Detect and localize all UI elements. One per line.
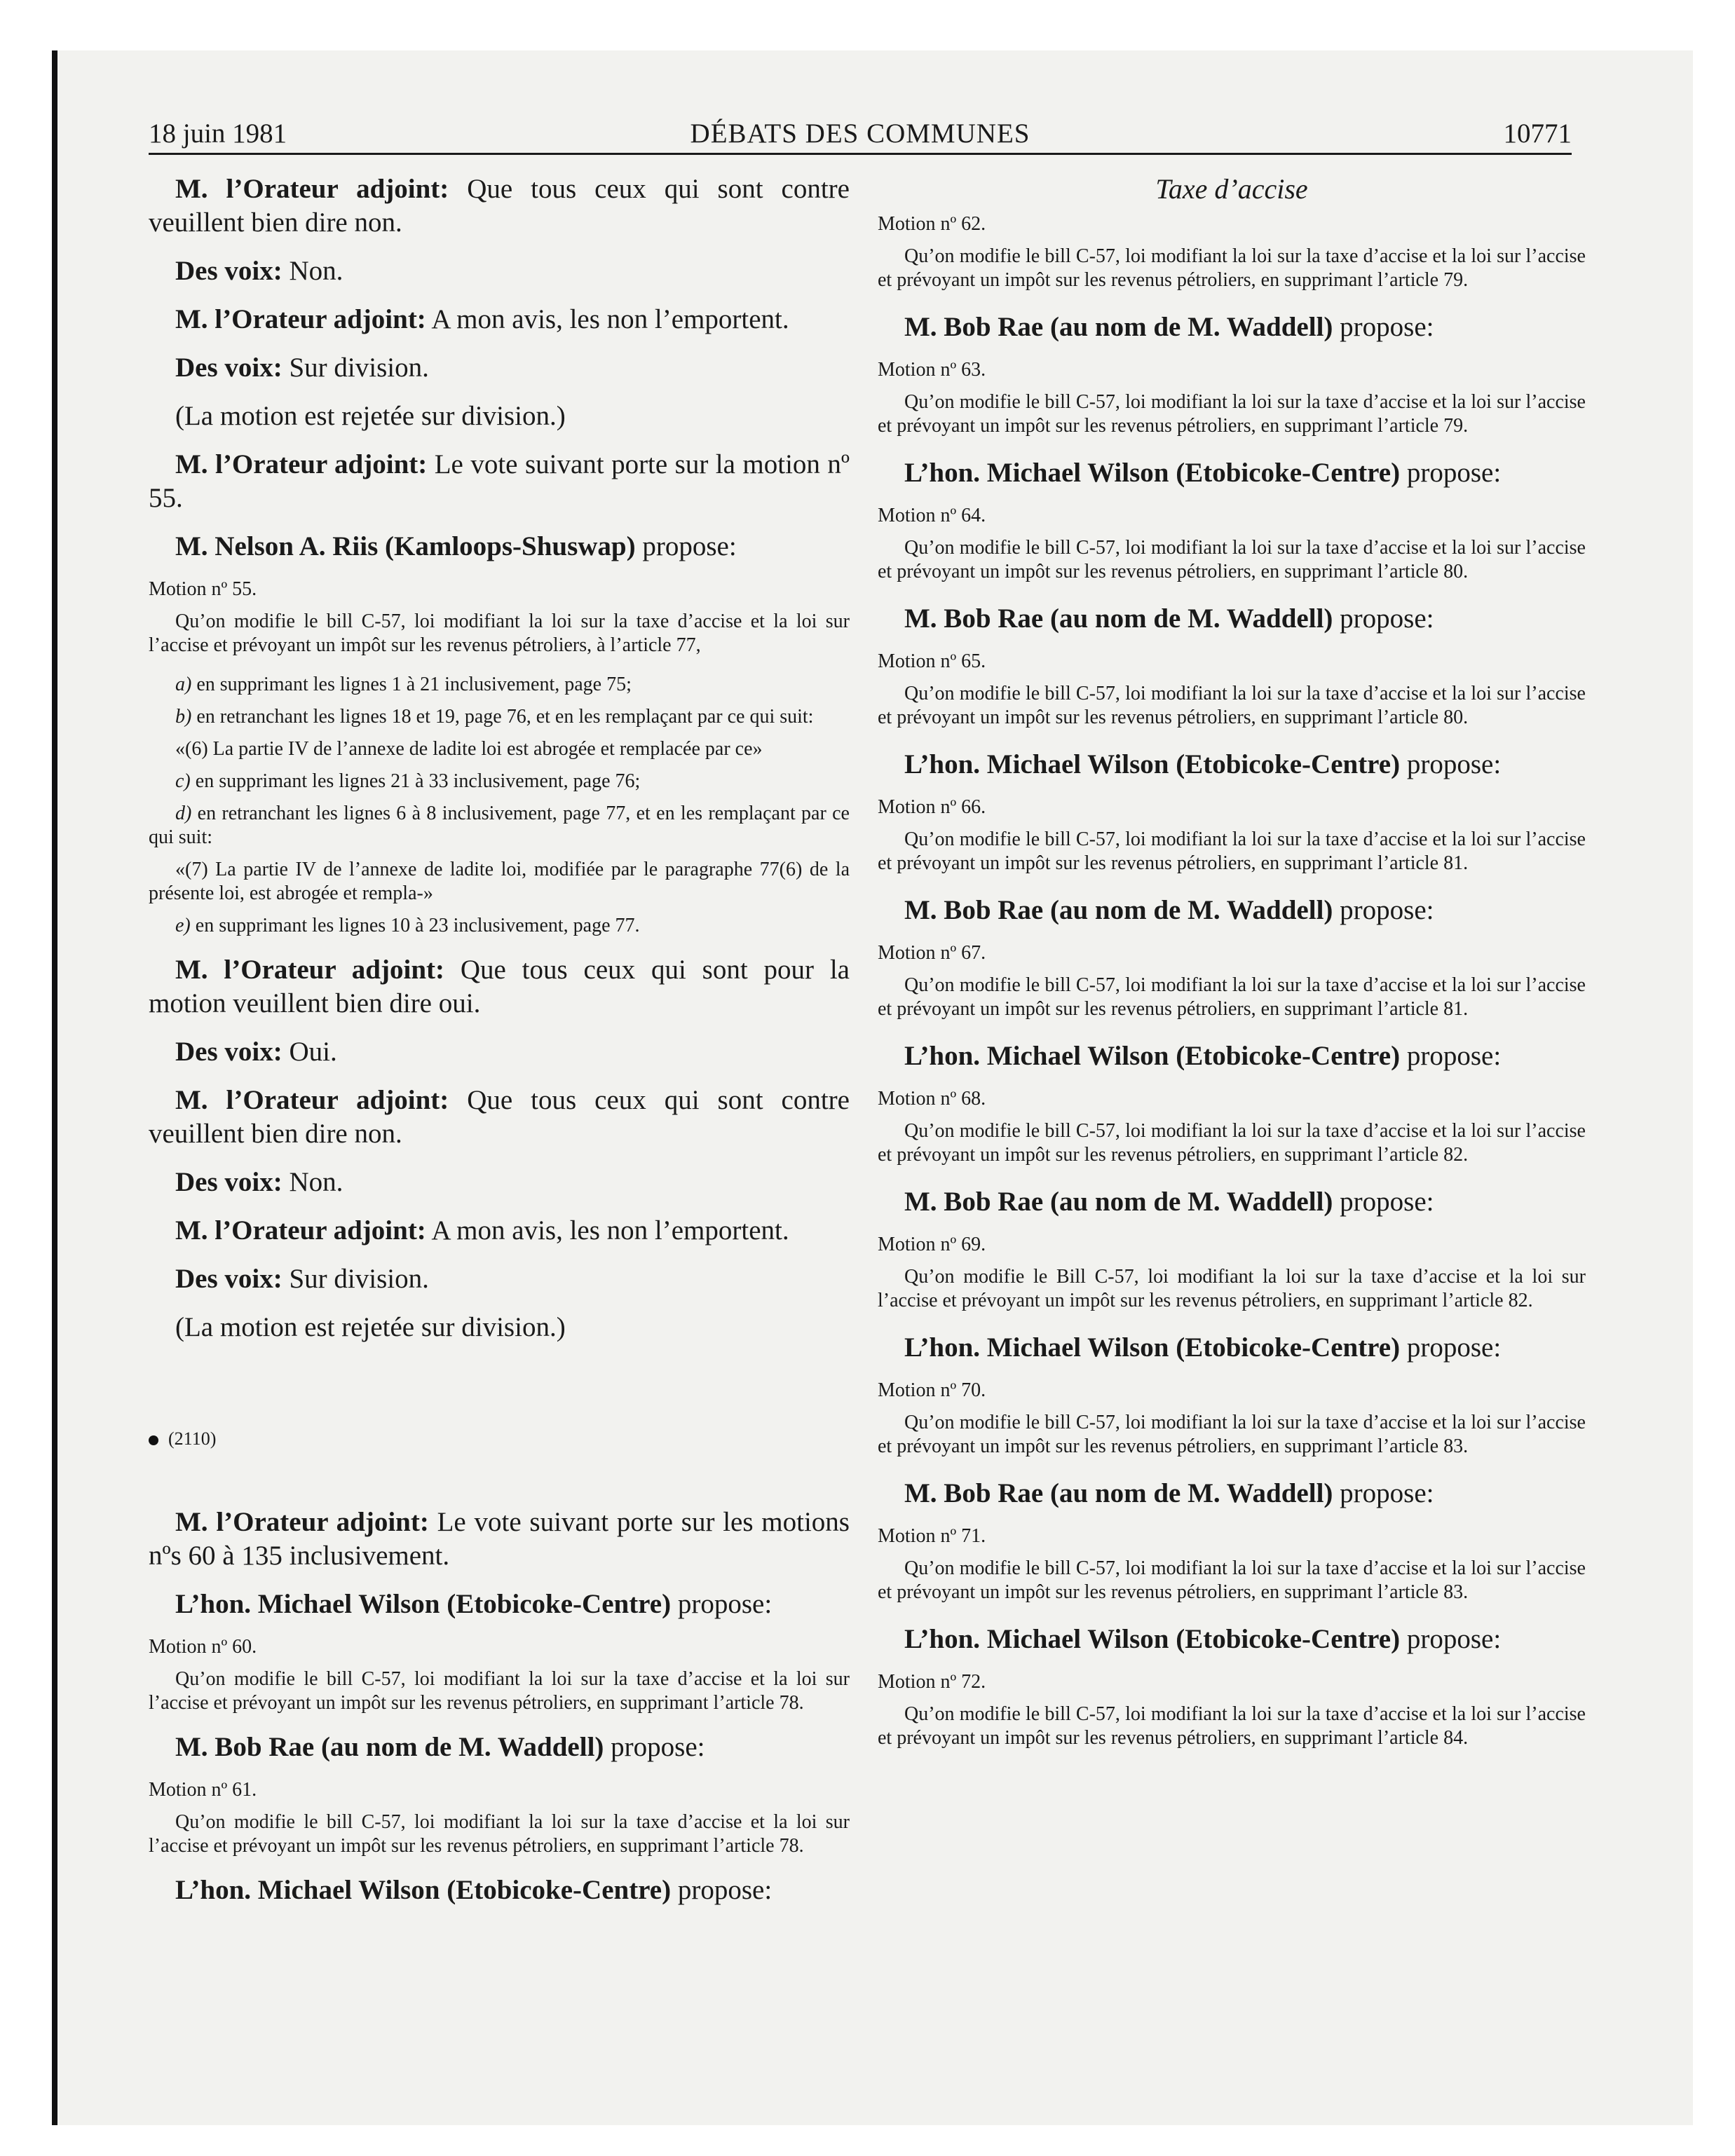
speech [149, 1166, 850, 1199]
speaker: Des voix: [175, 353, 283, 383]
item-letter: a) [175, 674, 192, 695]
item-text: en retranchant les lignes 18 et 19, page 76, et en les remplaçant par ce qui suit: [191, 706, 814, 728]
speech-text: A mon avis, les non l’emportent. [426, 304, 789, 334]
left-column [149, 172, 850, 1921]
speech [149, 351, 850, 385]
amendment-item [149, 802, 850, 850]
motion-text: Qu’on modifie le bill C-57, loi modifiant la loi sur la taxe d’accise et la loi sur l’accise et prévoyant un impôt sur les revenus pétroliers, en supprimant l’article 80. [878, 537, 1586, 582]
right-column [878, 172, 1586, 1768]
speaker: Des voix: [175, 256, 283, 286]
speech-text: A mon avis, les non l’emportent. [426, 1215, 789, 1246]
motion-text: Qu’on modifie le bill C-57, loi modifiant la loi sur la taxe d’accise et la loi sur l’accise et prévoyant un impôt sur les revenus pétroliers, en supprimant l’article 79. [878, 245, 1586, 291]
motion-entry [878, 894, 1586, 1021]
motion-label: Motion nº 68. [878, 1088, 986, 1110]
scan-margin-right [1693, 0, 1735, 2156]
header-title: DÉBATS DES COMMUNES [690, 118, 1030, 149]
speech [149, 1035, 850, 1069]
motion-text: Qu’on modifie le bill C-57, loi modifiant la loi sur la taxe d’accise et la loi sur l’accise et prévoyant un impôt sur les revenus pétroliers, en supprimant l’article 81. [878, 828, 1586, 874]
speech-text: Le vote suivant porte sur les motions nºs 60 à 135 inclusivement. [149, 1507, 850, 1571]
speech-text: Le vote suivant porte sur la motion nº 55. [149, 449, 850, 513]
item-letter: e) [175, 915, 191, 936]
speech [149, 303, 850, 336]
mover-tail: propose: [1400, 1332, 1502, 1363]
motion-label: Motion nº 69. [878, 1234, 986, 1255]
motion-label: Motion nº 70. [878, 1379, 986, 1401]
header-rule [149, 153, 1572, 155]
scan-binding-shadow [52, 50, 57, 2125]
speaker: M. l’Orateur adjoint: [175, 174, 449, 204]
speech [149, 1084, 850, 1151]
motion-text: Qu’on modifie le bill C-57, loi modifiant la loi sur la taxe d’accise et la loi sur l’accise et prévoyant un impôt sur les revenus pétroliers, en supprimant l’article 83. [878, 1412, 1586, 1457]
speaker: M. l’Orateur adjoint: [175, 449, 428, 479]
speaker: M. l’Orateur adjoint: [175, 955, 444, 985]
item-letter: c) [175, 770, 191, 792]
speech-text: Que tous ceux qui sont pour la motion veuillent bien dire oui. [149, 955, 850, 1018]
motion-entry [878, 1039, 1586, 1167]
mover-tail: propose: [1333, 1187, 1434, 1217]
mover-tail: propose: [1333, 312, 1434, 342]
mover-name: M. Bob Rae (au nom de M. Waddell) [904, 312, 1333, 342]
motion-text: Qu’on modifie le bill C-57, loi modifiant la loi sur la taxe d’accise et la loi sur l’accise et prévoyant un impôt sur les revenus pétroliers, en supprimant l’article 82. [878, 1120, 1586, 1166]
motion-text: Qu’on modifie le bill C-57, loi modifiant la loi sur la taxe d’accise et la loi sur l’accise et prévoyant un impôt sur les revenus pétroliers, en supprimant l’article 84. [878, 1703, 1586, 1749]
speech [149, 1506, 850, 1573]
motion-text: Qu’on modifie le Bill C-57, loi modifiant la loi sur la taxe d’accise et la loi sur l’accise et prévoyant un impôt sur les revenus pétroliers, en supprimant l’article 82. [878, 1266, 1586, 1311]
mover-tail: propose: [1400, 1624, 1502, 1654]
mover-name: L’hon. Michael Wilson (Etobicoke-Centre) [175, 1875, 672, 1905]
speaker: Des voix: [175, 1167, 283, 1197]
amendment-item [149, 914, 850, 938]
motion-entry [878, 311, 1586, 438]
mover-heading [149, 530, 850, 564]
speech-text: Que tous ceux qui sont contre veuillent bien dire non. [149, 174, 850, 238]
motion-text: Qu’on modifie le bill C-57, loi modifiant la loi sur la taxe d’accise et la loi sur l’accise et prévoyant un impôt sur les revenus pétroliers, en supprimant l’article 78. [149, 1811, 850, 1857]
motion-label: Motion nº 65. [878, 650, 986, 672]
motion-text: Qu’on modifie le bill C-57, loi modifiant la loi sur la taxe d’accise et la loi sur l’accise et prévoyant un impôt sur les revenus pétroliers, en supprimant l’article 78. [149, 1668, 850, 1714]
motion-text: Qu’on modifie le bill C-57, loi modifiant la loi sur la taxe d’accise et la loi sur l’accise et prévoyant un impôt sur les revenus pétroliers, en supprimant l’article 79. [878, 391, 1586, 437]
motion-label: Motion nº 55. [149, 578, 257, 600]
mover-heading [878, 1185, 1586, 1219]
motion-entry [878, 1477, 1586, 1604]
mover-tail: propose: [1333, 1478, 1434, 1508]
mover-heading [878, 602, 1586, 636]
motion-label: Motion nº 61. [149, 1779, 257, 1801]
item-text: en supprimant les lignes 21 à 33 inclusivement, page 76; [190, 770, 641, 792]
motion-entry [149, 1731, 850, 1858]
motion-label: Motion nº 63. [878, 359, 986, 381]
motion-entry [878, 1623, 1586, 1750]
speech [149, 172, 850, 240]
speech [149, 953, 850, 1021]
motion-entry [878, 748, 1586, 875]
time-marker [149, 1428, 850, 1449]
mover-name: M. Nelson A. Riis (Kamloops-Shuswap) [175, 531, 636, 561]
motion-text: Qu’on modifie le bill C-57, loi modifiant la loi sur la taxe d’accise et la loi sur l’accise et prévoyant un impôt sur les revenus pétroliers, à l’article 77, [149, 610, 850, 656]
mover-name: L’hon. Michael Wilson (Etobicoke-Centre) [904, 1041, 1401, 1071]
motion-label: Motion nº 60. [149, 1636, 257, 1658]
speech [149, 1214, 850, 1248]
item-text: en supprimant les lignes 1 à 21 inclusivement, page 75; [191, 674, 632, 695]
item-letter: d) [175, 803, 192, 824]
amendment-item [149, 770, 850, 793]
mover-name: L’hon. Michael Wilson (Etobicoke-Centre) [175, 1589, 672, 1619]
scan-margin-top [0, 0, 1735, 50]
motion-label: Motion nº 67. [878, 942, 986, 964]
mover-name: L’hon. Michael Wilson (Etobicoke-Centre) [904, 1624, 1401, 1654]
speech [149, 254, 850, 288]
motion-entry [878, 456, 1586, 584]
speaker: M. l’Orateur adjoint: [175, 1085, 449, 1115]
mover-tail: propose: [1400, 1041, 1502, 1071]
amendment-item [149, 705, 850, 729]
speaker: M. l’Orateur adjoint: [175, 304, 426, 334]
mover-heading [878, 894, 1586, 927]
mover-name: M. Bob Rae (au nom de M. Waddell) [904, 1187, 1333, 1217]
mover-heading [878, 1477, 1586, 1510]
mover-tail: propose: [1333, 603, 1434, 634]
motion-label: Motion nº 72. [878, 1671, 986, 1693]
mover-name: M. Bob Rae (au nom de M. Waddell) [904, 603, 1333, 634]
mover-heading [878, 1331, 1586, 1365]
mover-heading [878, 1039, 1586, 1073]
mover-heading [878, 748, 1586, 782]
speaker: M. l’Orateur adjoint: [175, 1507, 429, 1537]
mover-name: L’hon. Michael Wilson (Etobicoke-Centre) [904, 1332, 1401, 1363]
mover-tail: propose: [671, 1875, 773, 1905]
speech-text: Non. [282, 1167, 343, 1197]
mover-tail: propose: [1400, 749, 1502, 779]
speech-block-1 [149, 172, 850, 385]
motion-label: Motion nº 62. [878, 213, 986, 235]
motion-entry [878, 1185, 1586, 1313]
speech-block-2 [149, 953, 850, 1296]
motion-text: Qu’on modifie le bill C-57, loi modifiant la loi sur la taxe d’accise et la loi sur l’accise et prévoyant un impôt sur les revenus pétroliers, en supprimant l’article 80. [878, 683, 1586, 728]
item-text: en supprimant les lignes 10 à 23 inclusivement, page 77. [190, 915, 640, 936]
motion-label: Motion nº 64. [878, 505, 986, 526]
speech [149, 1262, 850, 1296]
procedural-note: (La motion est rejetée sur division.) [175, 1312, 566, 1342]
motion-text: Qu’on modifie le bill C-57, loi modifiant la loi sur la taxe d’accise et la loi sur l’accise et prévoyant un impôt sur les revenus pétroliers, en supprimant l’article 83. [878, 1557, 1586, 1603]
procedural-note: (La motion est rejetée sur division.) [175, 401, 566, 431]
mover-name: M. Bob Rae (au nom de M. Waddell) [904, 895, 1333, 925]
speaker: Des voix: [175, 1264, 283, 1294]
mover-tail: propose: [1333, 895, 1434, 925]
quoted-text: «(6) La partie IV de l’annexe de ladite loi est abrogée et remplacée par ce» [175, 738, 763, 760]
speech-text: Que tous ceux qui sont contre veuillent bien dire non. [149, 1085, 850, 1149]
mover-heading [878, 311, 1586, 344]
mover-tail: propose: [671, 1589, 773, 1619]
motion-label: Motion nº 66. [878, 796, 986, 818]
mover-heading [878, 456, 1586, 490]
page-number: 10771 [1503, 118, 1572, 149]
header-date: 18 juin 1981 [149, 118, 287, 149]
item-text: en retranchant les lignes 6 à 8 inclusivement, page 77, et en les remplaçant par ce qui suit: [149, 803, 850, 848]
quoted-text: «(7) La partie IV de l’annexe de ladite loi, modifiée par le paragraphe 77(6) de la présente loi, est abrogée et rempla-» [149, 859, 850, 904]
scan-margin-bottom [0, 2125, 1735, 2156]
bullet-icon [149, 1435, 158, 1445]
item-letter: b) [175, 706, 192, 728]
motion-entry [878, 602, 1586, 730]
speech-text: Sur division. [282, 1264, 429, 1294]
motion-text: Qu’on modifie le bill C-57, loi modifiant la loi sur la taxe d’accise et la loi sur l’accise et prévoyant un impôt sur les revenus pétroliers, en supprimant l’article 81. [878, 974, 1586, 1020]
mover-heading [149, 1588, 850, 1621]
time-marker-text: (2110) [168, 1428, 217, 1449]
amendment-item [149, 673, 850, 697]
speech-text: Oui. [282, 1037, 337, 1067]
mover-tail: propose: [635, 531, 737, 561]
scan-margin-left [0, 0, 55, 2156]
mover-heading [149, 1731, 850, 1764]
section-title: Taxe d’accise [1155, 173, 1308, 205]
speech-text: Non. [282, 256, 343, 286]
mover-name: L’hon. Michael Wilson (Etobicoke-Centre) [904, 749, 1401, 779]
mover-name: L’hon. Michael Wilson (Etobicoke-Centre) [904, 458, 1401, 488]
mover-name: M. Bob Rae (au nom de M. Waddell) [904, 1478, 1333, 1508]
motion-entry [878, 1331, 1586, 1459]
speech-text: Sur division. [282, 353, 429, 383]
speech [149, 448, 850, 515]
mover-heading [149, 1874, 850, 1907]
speaker: M. l’Orateur adjoint: [175, 1215, 426, 1246]
mover-heading [878, 1623, 1586, 1656]
motion-entry [149, 1588, 850, 1715]
mover-tail: propose: [604, 1732, 705, 1762]
speaker: Des voix: [175, 1037, 283, 1067]
motion-label: Motion nº 71. [878, 1525, 986, 1547]
mover-tail: propose: [1400, 458, 1502, 488]
mover-name: M. Bob Rae (au nom de M. Waddell) [175, 1732, 604, 1762]
